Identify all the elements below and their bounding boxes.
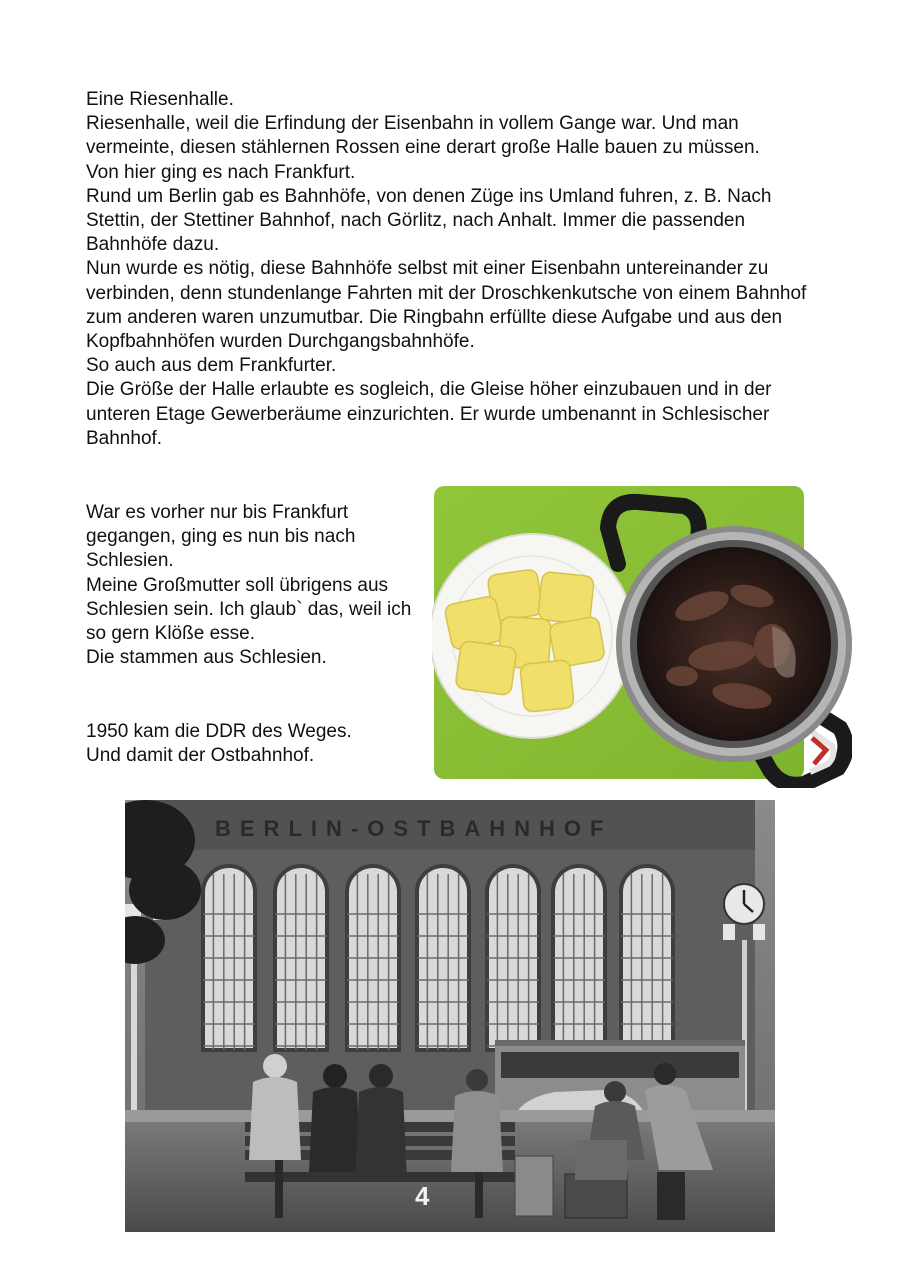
side-paragraph-2: Meine Großmutter soll übrigens aus Schlesien sein. Ich glaub` das, weil ich so gern Klöße esse. <box>86 574 412 645</box>
paragraph-2: Riesenhalle, weil die Erfindung der Eisenbahn in vollem Gange war. Und man vermeinte, diesen stählernen Rossen eine derart große Halle bauen zu müssen. <box>86 113 760 159</box>
station-photo <box>125 800 775 1232</box>
paragraph-7: Die Größe der Halle erlaubte es sogleich, die Gleise höher einzubauen und in der unteren Etage Gewerberäume einzurichten. Er wurde umbenannt in Schlesischer Bahnhof. <box>86 379 772 449</box>
food-illustration <box>432 486 852 788</box>
side-text <box>86 501 426 670</box>
paragraph-6: So auch aus dem Frankfurter. <box>86 355 337 377</box>
page-number: 4 <box>415 1181 430 1211</box>
station-sign: BERLIN-OSTBAHNHOF <box>215 816 613 841</box>
side-paragraph-1: War es vorher nur bis Frankfurt gegangen, ging es nun bis nach Schlesien. <box>86 502 356 572</box>
station-illustration <box>125 800 775 1232</box>
side-paragraph-3: Die stammen aus Schlesien. <box>86 647 327 669</box>
closing-paragraph-1: 1950 kam die DDR des Weges. <box>86 721 352 742</box>
closing-text <box>86 720 426 768</box>
paragraph-3: Von hier ging es nach Frankfurt. <box>86 161 356 183</box>
main-text <box>86 88 826 451</box>
paragraph-5: Nun wurde es nötig, diese Bahnhöfe selbst mit einer Eisenbahn untereinander zu verbinden, denn stundenlange Fahrten mit der Droschkenkutsche von einem Bahnhof zum anderen waren unzumutbar. Die Ringbahn erfüllte diese Aufgabe und aus den Kopfbahnhöfen wurden Durchgangsbahnhöfe. <box>86 258 807 353</box>
closing-paragraph-2: Und damit der Ostbahnhof. <box>86 745 315 767</box>
paragraph-4: Rund um Berlin gab es Bahnhöfe, von denen Züge ins Umland fuhren, z. B. Nach Stettin, der Stettiner Bahnhof, nach Görlitz, nach Anhalt. Immer die passenden Bahnhöfe dazu. <box>86 185 772 256</box>
paragraph-1: Eine Riesenhalle. <box>86 89 234 110</box>
arched-windows <box>203 866 673 1050</box>
food-photo <box>432 486 852 788</box>
